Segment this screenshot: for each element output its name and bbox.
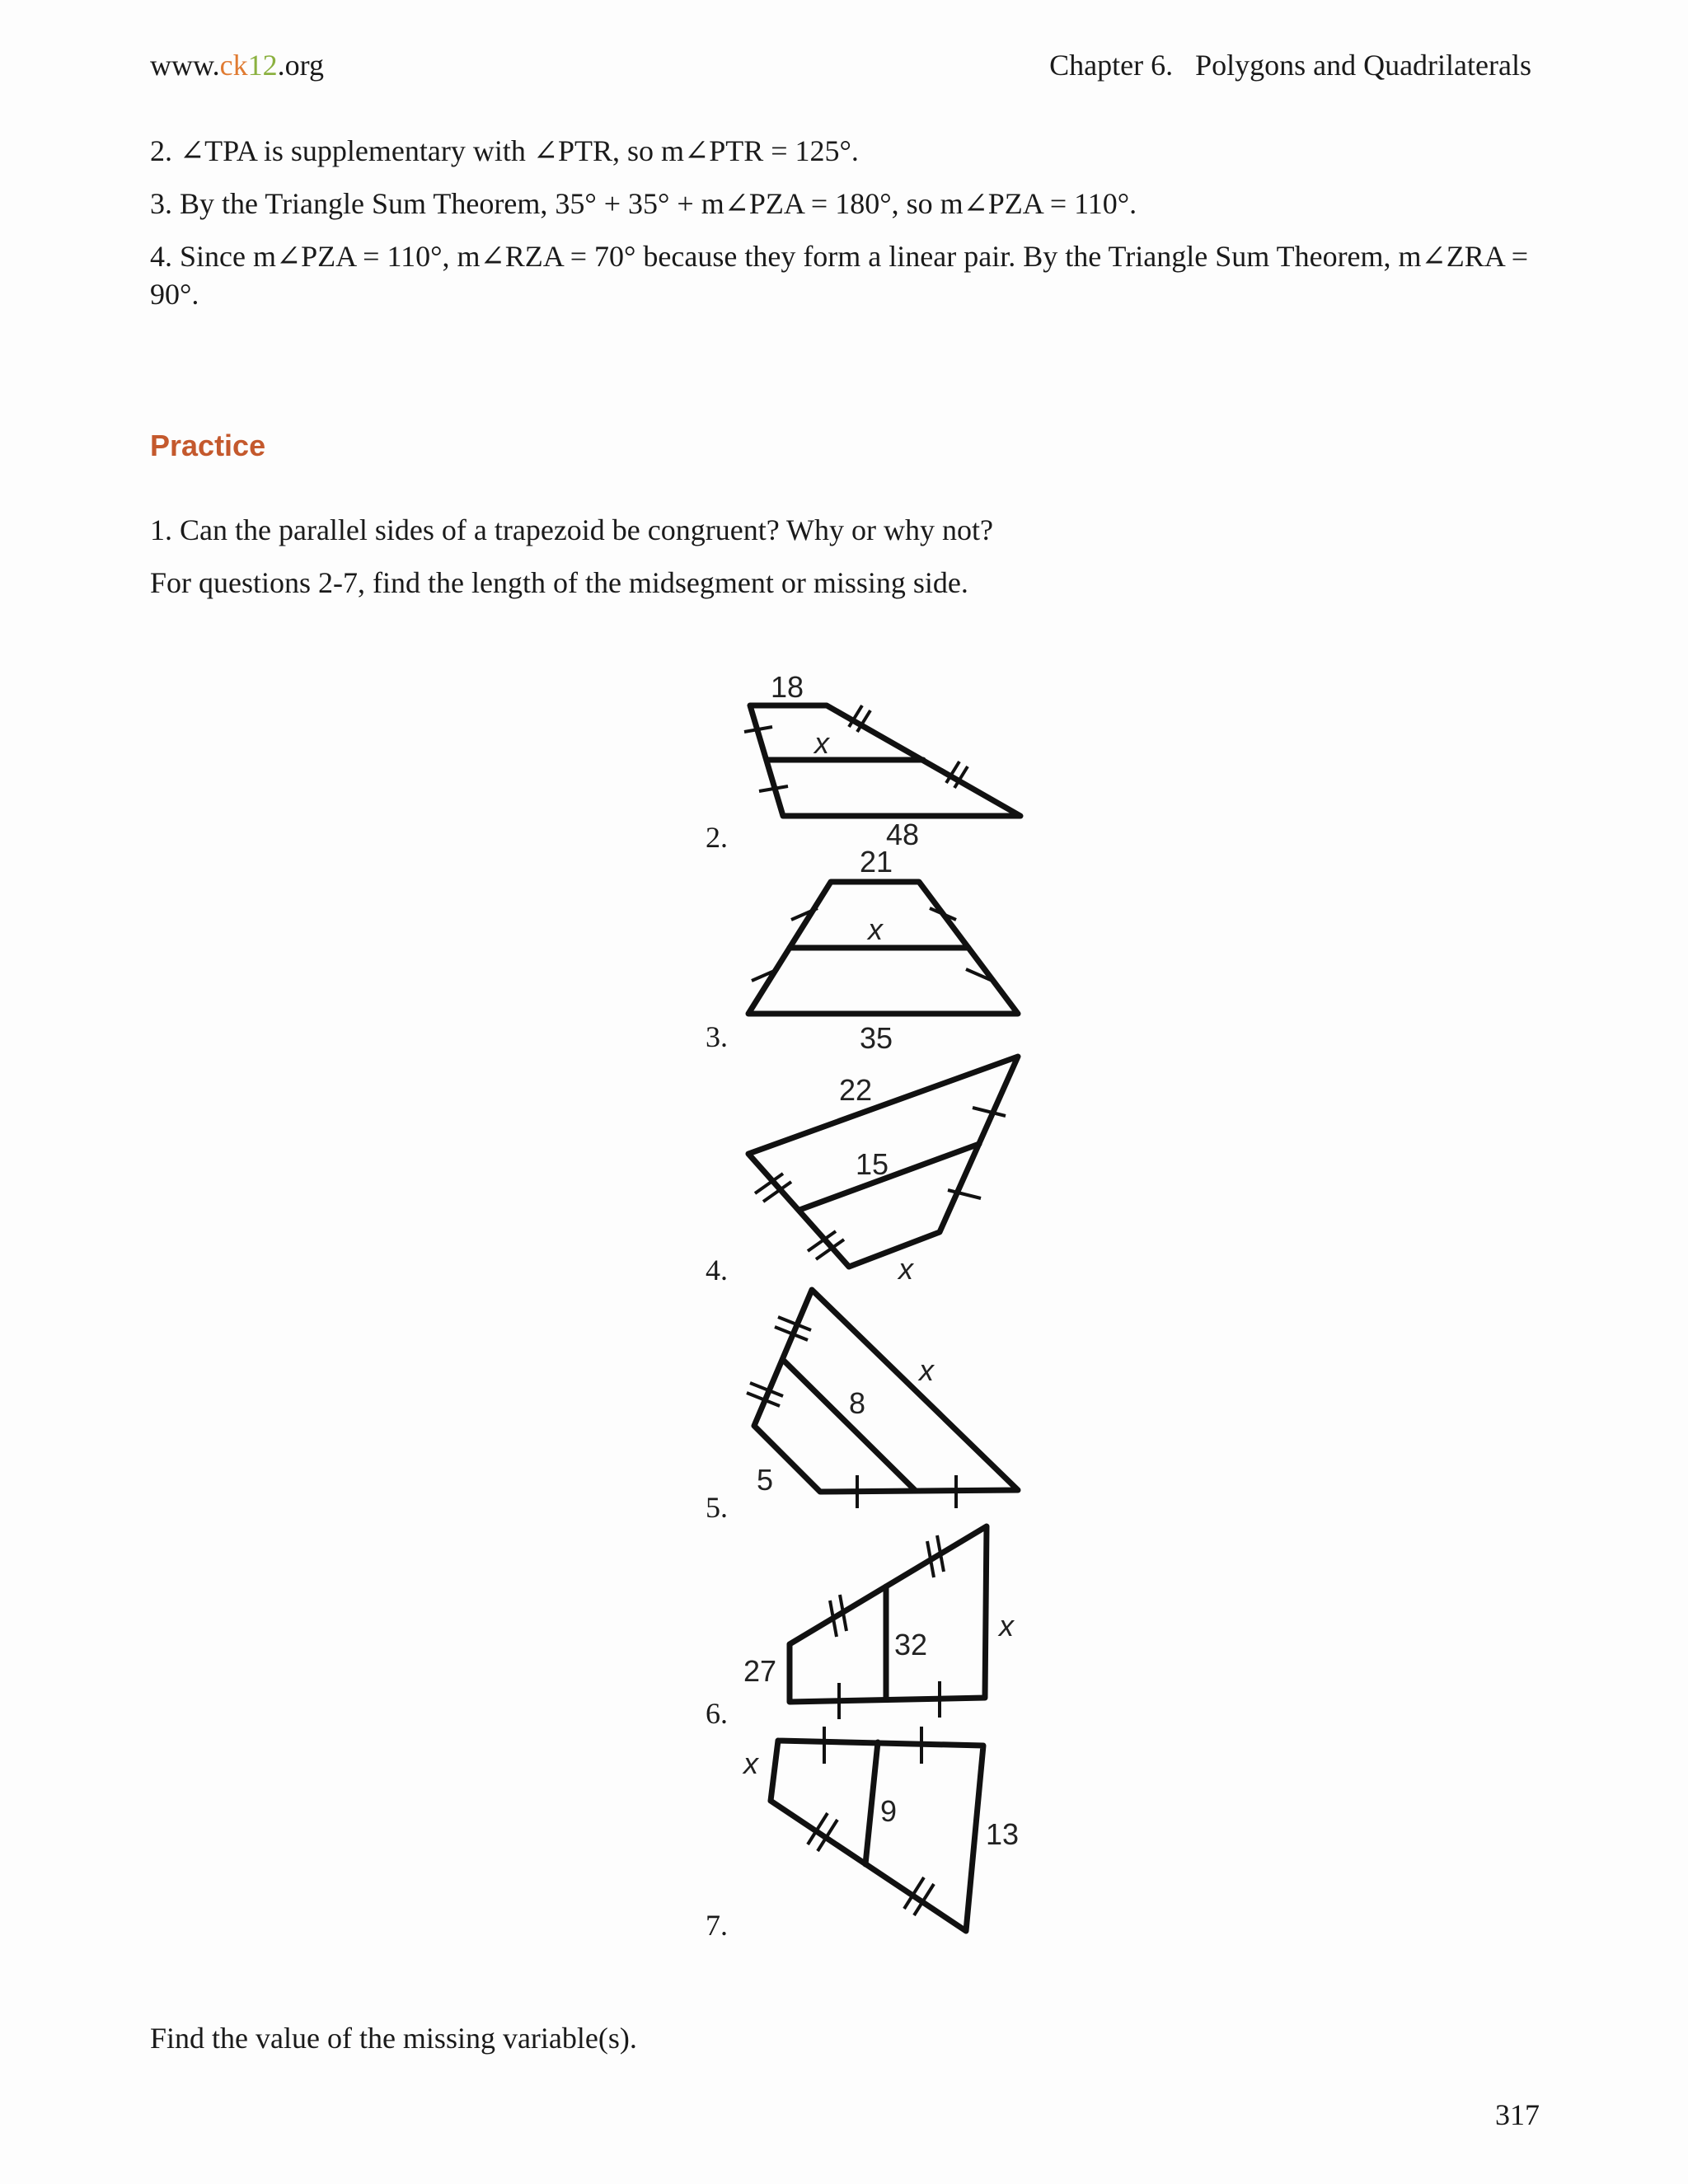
p7-left-label: x — [743, 1746, 758, 1780]
problem-number-2: 2. — [706, 821, 728, 854]
p4-bottom-label: x — [898, 1252, 913, 1286]
url-12: 12 — [247, 49, 278, 82]
practice-heading: Practice — [150, 429, 266, 462]
problem-number-4: 4. — [706, 1254, 728, 1286]
p6-mid-label: 32 — [894, 1628, 928, 1661]
p3-bottom-label: 35 — [860, 1021, 893, 1055]
p5-mid-label: 8 — [849, 1386, 866, 1420]
question-1: 1. Can the parallel sides of a trapezoid be congruent? Why or why not? — [150, 513, 993, 546]
problem-number-5: 5. — [706, 1491, 728, 1524]
solution-step-4-cont: 90°. — [150, 278, 199, 311]
p4-top-label: 22 — [839, 1073, 873, 1107]
url-ck: ck — [219, 49, 248, 82]
url-org: .org — [277, 49, 324, 82]
p2-bottom-label: 48 — [886, 818, 920, 851]
figure-problem-3 — [748, 845, 1018, 1055]
problem-number-6: 6. — [706, 1697, 728, 1730]
p7-mid-label: 9 — [880, 1794, 898, 1828]
figure-problem-7 — [742, 1727, 1019, 1931]
p7-right-label: 13 — [986, 1817, 1020, 1851]
p6-left-label: 27 — [743, 1654, 777, 1688]
figure-problem-5 — [747, 1290, 1018, 1508]
find-missing-variable-instruction: Find the value of the missing variable(s). — [150, 2022, 637, 2055]
p3-top-label: 21 — [860, 845, 893, 879]
p2-top-label: 18 — [771, 670, 804, 704]
problem-number-3: 3. — [706, 1020, 728, 1053]
p5-side-label: 5 — [757, 1463, 774, 1497]
solution-step-4: 4. Since m∠PZA = 110°, m∠RZA = 70° because they form a linear pair. By the Triangle Sum Theorem, m∠ZRA = — [150, 240, 1529, 273]
figure-problem-4 — [748, 1057, 1018, 1286]
solution-step-2: 2. ∠TPA is supplementary with ∠PTR, so m∠PTR = 125°. — [150, 134, 859, 167]
chapter-title: Chapter 6. Polygons and Quadrilaterals — [1049, 49, 1531, 82]
p2-mid-label: x — [814, 726, 829, 760]
solution-step-3: 3. By the Triangle Sum Theorem, 35° + 35° + m∠PZA = 180°, so m∠PZA = 110°. — [150, 187, 1137, 220]
p6-right-label: x — [999, 1609, 1014, 1643]
figure-problem-6 — [743, 1526, 1015, 1719]
figure-problem-2 — [744, 670, 1020, 851]
p4-mid-label: 15 — [856, 1147, 889, 1181]
page-number: 317 — [1495, 2098, 1540, 2131]
p3-mid-label: x — [868, 912, 883, 946]
url-www: www. — [150, 49, 220, 82]
p5-long-label: x — [919, 1353, 934, 1387]
problem-number-7: 7. — [706, 1909, 728, 1942]
instructions: For questions 2-7, find the length of the midsegment or missing side. — [150, 566, 968, 599]
